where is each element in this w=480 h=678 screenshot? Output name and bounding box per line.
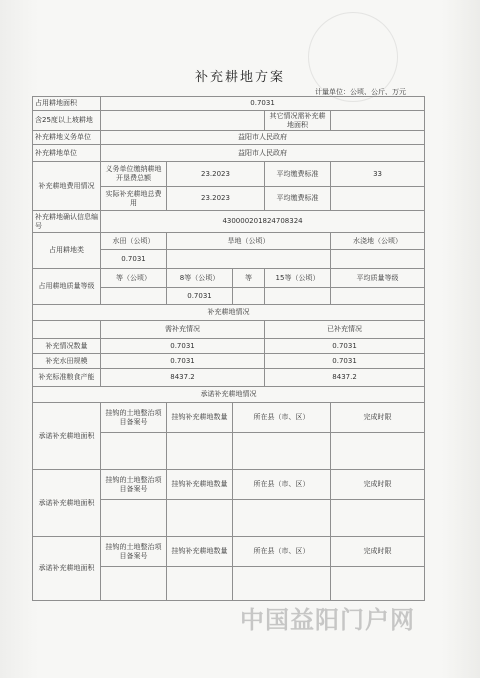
count-value-1 <box>167 433 233 470</box>
table-row <box>33 470 425 500</box>
site-watermark: 中国益阳门户网 <box>240 605 415 634</box>
county-value-1 <box>233 433 331 470</box>
grade-mid-label: 等 <box>233 269 265 288</box>
count-label-3: 挂钩补充耕地数量 <box>167 537 233 567</box>
other-label: 其它情况需补充耕地面积 <box>265 111 331 131</box>
project-label-1: 挂钩的土地整治项目备案号 <box>101 403 167 433</box>
deadline-label-1: 完成时限 <box>331 403 425 433</box>
project-value-2 <box>101 500 167 537</box>
grade8-label: 8等（公顷） <box>167 269 233 288</box>
table-row <box>33 145 425 162</box>
table-row <box>33 97 425 111</box>
fee-total-label: 义务单位缴纳耕地开垦费总额 <box>101 162 167 187</box>
section-supply-title: 补充耕地情况 <box>33 305 425 321</box>
slope25-value <box>101 111 265 131</box>
project-value-3 <box>101 567 167 601</box>
grade-value <box>101 288 167 305</box>
actual-cost-label: 实际补充耕地总费用 <box>101 187 167 211</box>
table-row <box>33 162 425 187</box>
table-row <box>33 111 425 131</box>
grade-label: 等（公顷） <box>101 269 167 288</box>
unit-note: 计量单位：公顷、公斤、万元 <box>315 88 406 96</box>
project-label-2: 挂钩的土地整治项目备案号 <box>101 470 167 500</box>
table-row <box>33 233 425 250</box>
table-row <box>33 305 425 321</box>
count-label-2: 挂钩补充耕地数量 <box>167 470 233 500</box>
deadline-label-2: 完成时限 <box>331 470 425 500</box>
grain-label: 补充标准粮食产能 <box>33 369 101 387</box>
avg-quality-value <box>331 288 425 305</box>
paddy-label: 水田（公顷） <box>101 233 167 250</box>
quality-label: 占用耕地质量等级 <box>33 269 101 305</box>
table-row <box>33 269 425 288</box>
occupied-area-label: 占用耕地面积 <box>33 97 101 111</box>
qty-need-value: 0.7031 <box>101 339 265 354</box>
county-label-3: 所在县（市、区） <box>233 537 331 567</box>
avg-fee-label-2: 平均缴费标准 <box>265 187 331 211</box>
type-label: 占用耕地类 <box>33 233 101 269</box>
qty-label: 补充情况数量 <box>33 339 101 354</box>
count-value-2 <box>167 500 233 537</box>
irrigated-value <box>331 250 425 269</box>
project-value-1 <box>101 433 167 470</box>
county-value-3 <box>233 567 331 601</box>
land-form-table <box>32 96 425 601</box>
table-row <box>33 131 425 145</box>
grade15-value <box>265 288 331 305</box>
duty-unit-value: 益阳市人民政府 <box>101 131 425 145</box>
table-row <box>33 321 425 339</box>
paddy-need-value: 0.7031 <box>101 354 265 369</box>
other-value <box>331 111 425 131</box>
need-label: 需补充情况 <box>101 321 265 339</box>
dry-label: 旱地（公顷） <box>167 233 331 250</box>
actual-cost-value: 23.2023 <box>167 187 265 211</box>
occupied-area-value: 0.7031 <box>101 97 425 111</box>
count-label-1: 挂钩补充耕地数量 <box>167 403 233 433</box>
duty-unit-label: 补充耕地义务单位 <box>33 131 101 145</box>
avg-fee-label: 平均缴费标准 <box>265 162 331 187</box>
irrigated-label: 水浇地（公顷） <box>331 233 425 250</box>
table-row <box>33 403 425 433</box>
page-title: 补充耕地方案 <box>194 70 285 85</box>
table-row <box>33 339 425 354</box>
grade15-label: 15等（公顷） <box>265 269 331 288</box>
supply-unit-value: 益阳市人民政府 <box>101 145 425 162</box>
paddy-done-value: 0.7031 <box>265 354 425 369</box>
fee-total-value: 23.2023 <box>167 162 265 187</box>
promise-area-label-2: 承诺补充耕地面积 <box>33 470 101 537</box>
promise-area-label-3: 承诺补充耕地面积 <box>33 537 101 601</box>
section-supply-corner <box>33 321 101 339</box>
cost-label: 补充耕地费用情况 <box>33 162 101 211</box>
avg-fee-value: 33 <box>331 162 425 187</box>
county-label-2: 所在县（市、区） <box>233 470 331 500</box>
count-value-3 <box>167 567 233 601</box>
paddy-scale-label: 补充水田规模 <box>33 354 101 369</box>
grade8-value: 0.7031 <box>167 288 233 305</box>
section-promise-title: 承诺补充耕地情况 <box>33 387 425 403</box>
project-label-3: 挂钩的土地整治项目备案号 <box>101 537 167 567</box>
done-label: 已补充情况 <box>265 321 425 339</box>
confirm-label: 补充耕地确认信息编号 <box>33 211 101 233</box>
grain-done-value: 8437.2 <box>265 369 425 387</box>
table-row <box>33 369 425 387</box>
slope25-label: 含25度以上坡耕地 <box>33 111 101 131</box>
grade-mid-value <box>233 288 265 305</box>
table-row <box>33 387 425 403</box>
deadline-value-2 <box>331 500 425 537</box>
county-value-2 <box>233 500 331 537</box>
avg-fee-value-2 <box>331 187 425 211</box>
deadline-value-1 <box>331 433 425 470</box>
promise-area-label-1: 承诺补充耕地面积 <box>33 403 101 470</box>
deadline-label-3: 完成时限 <box>331 537 425 567</box>
qty-done-value: 0.7031 <box>265 339 425 354</box>
dry-value <box>167 250 331 269</box>
table-row <box>33 537 425 567</box>
deadline-value-3 <box>331 567 425 601</box>
table-row <box>33 211 425 233</box>
grain-need-value: 8437.2 <box>101 369 265 387</box>
table-row <box>33 354 425 369</box>
confirm-value: 4300002018247083​24 <box>101 211 425 233</box>
county-label-1: 所在县（市、区） <box>233 403 331 433</box>
paddy-value: 0.7031 <box>101 250 167 269</box>
avg-quality-label: 平均质量等级 <box>331 269 425 288</box>
supply-unit-label: 补充耕地单位 <box>33 145 101 162</box>
